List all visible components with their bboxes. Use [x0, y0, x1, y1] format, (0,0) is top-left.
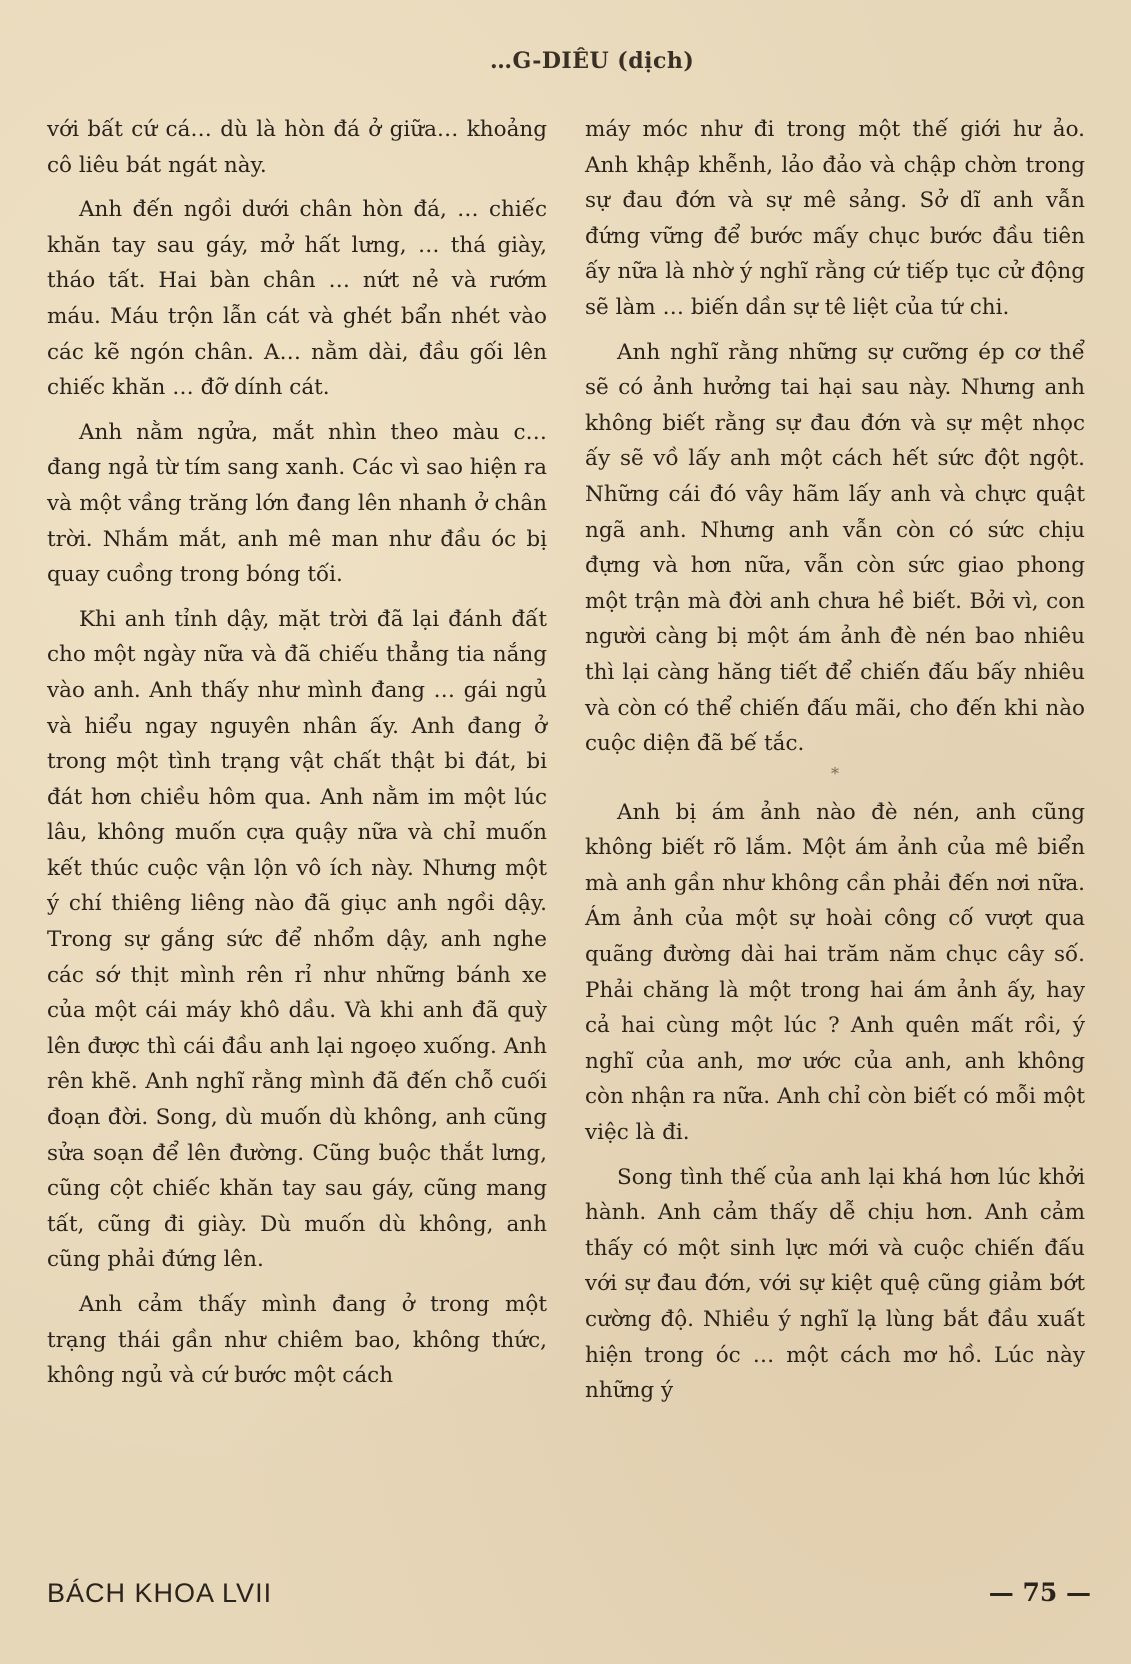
paragraph: Khi anh tỉnh dậy, mặt trời đã lại đánh đất cho một ngày nữa và đã chiếu thẳng tia nắng vào anh. Anh thấy như mình đang … gái ngủ và hiểu ngay nguyên nhân ấy. Anh đang ở trong một tình trạng vật chất thật bi đát, bi đát hơn chiều hôm qua. Anh nằm im một lúc lâu, không muốn cựa quậy nữa và chỉ muốn kết thúc cuộc vận lộn vô ích này. Nhưng một ý chí thiêng liêng nào đã giục anh ngồi dậy. Trong sự gắng sức để nhổm dậy, anh nghe các sớ thịt mình rên rỉ như những bánh xe của một cái máy khô dầu. Và khi anh đã quỳ lên được thì cái đầu anh lại ngoẹo xuống. Anh rên khẽ. Anh nghĩ rằng mình đã đến chỗ cuối đoạn đời. Song, dù muốn dù không, anh cũng sửa soạn để lên đường. Cũng buộc thắt lưng, cũng cột chiếc khăn tay sau gáy, cũng mang tất, cũng đi giày. Dù muốn dù không, anh cũng phải đứng lên. [47, 606, 547, 1273]
paragraph: Song tình thế của anh lại khá hơn lúc khởi hành. Anh cảm thấy dễ chịu hơn. Anh cảm thấy có một sinh lực mới và cuộc chiến đấu với sự đau đớn, với sự kiệt quệ cũng giảm bớt cường độ. Nhiều ý nghĩ lạ lùng bắt đầu xuất hiện trong óc … một cách mơ hồ. Lúc này những ý [585, 1164, 1085, 1404]
left-text-column [47, 112, 547, 1394]
running-header-title: …G-DIÊU (dịch) [490, 48, 695, 74]
section-break-mark: * [831, 763, 839, 783]
paragraph: với bất cứ cá… dù là hòn đá ở giữa… khoảng cô liêu bát ngát này. [47, 117, 547, 178]
page-number: — 75 — [988, 1578, 1091, 1607]
paragraph: Anh cảm thấy mình đang ở trong một trạng thái gần như chiêm bao, không thức, không ngủ và cứ bước một cách [47, 1292, 547, 1389]
paragraph: máy móc như đi trong một thế giới hư ảo. Anh khập khễnh, lảo đảo và chập chờn trong sự đau đớn và sự mê sảng. Sở dĩ anh vẫn đứng vững để bước mấy chục bước đầu tiên ấy nữa là nhờ ý nghĩ rằng cứ tiếp tục cử động sẽ làm … biến dần sự tê liệt của tứ chi. [585, 117, 1085, 320]
paragraph: Anh đến ngồi dưới chân hòn đá, … chiếc khăn tay sau gáy, mở hất lưng, … thá giày, tháo tất. Hai bàn chân … nứt nẻ và rướm máu. Máu trộn lẫn cát và ghét bẩn nhét vào các kẽ ngón chân. A… nằm dài, đầu gối lên chiếc khăn … đỡ dính cát. [47, 197, 547, 401]
paragraph: Anh nằm ngửa, mắt nhìn theo màu c… đang ngả từ tím sang xanh. Các vì sao hiện ra và một vầng trăng lớn đang lên nhanh ở chân trời. Nhắm mắt, anh mê man như đầu óc bị quay cuồng trong bóng tối. [47, 419, 547, 588]
right-text-column [585, 112, 1085, 1409]
paragraph: Anh bị ám ảnh nào đè nén, anh cũng không biết rõ lắm. Một ám ảnh của mê biển mà anh gần như không cần phải đến nơi nữa. Ám ảnh của một sự hoài công cố vượt qua quãng đường dài hai trăm năm chục cây số. Phải chăng là một trong hai ám ảnh ấy, hay cả hai cùng một lúc ? Anh quên mất rồi, ý nghĩ của anh, mơ ước của anh, anh không còn nhận ra nữa. Anh chỉ còn biết có mỗi một việc là đi. [585, 799, 1085, 1146]
magazine-footer-title: BÁCH KHOA LVII [47, 1578, 273, 1608]
paragraph: Anh nghĩ rằng những sự cưỡng ép cơ thể sẽ có ảnh hưởng tai hại sau này. Nhưng anh không biết rằng sự đau đớn và sự mệt nhọc ấy sẽ vồ lấy anh một cách hết sức đột ngột. Những cái đó vây hãm lấy anh và chực quật ngã anh. Nhưng anh vẫn còn có sức chịu đựng và hơn nữa, vẫn còn sức giao phong một trận mà đời anh chưa hề biết. Bởi vì, con người càng bị một ám ảnh đè nén bao nhiêu thì lại càng hăng tiết để chiến đấu bấy nhiêu và còn có thể chiến đấu mãi, cho đến khi nào cuộc diện đã bế tắc. [585, 339, 1085, 757]
